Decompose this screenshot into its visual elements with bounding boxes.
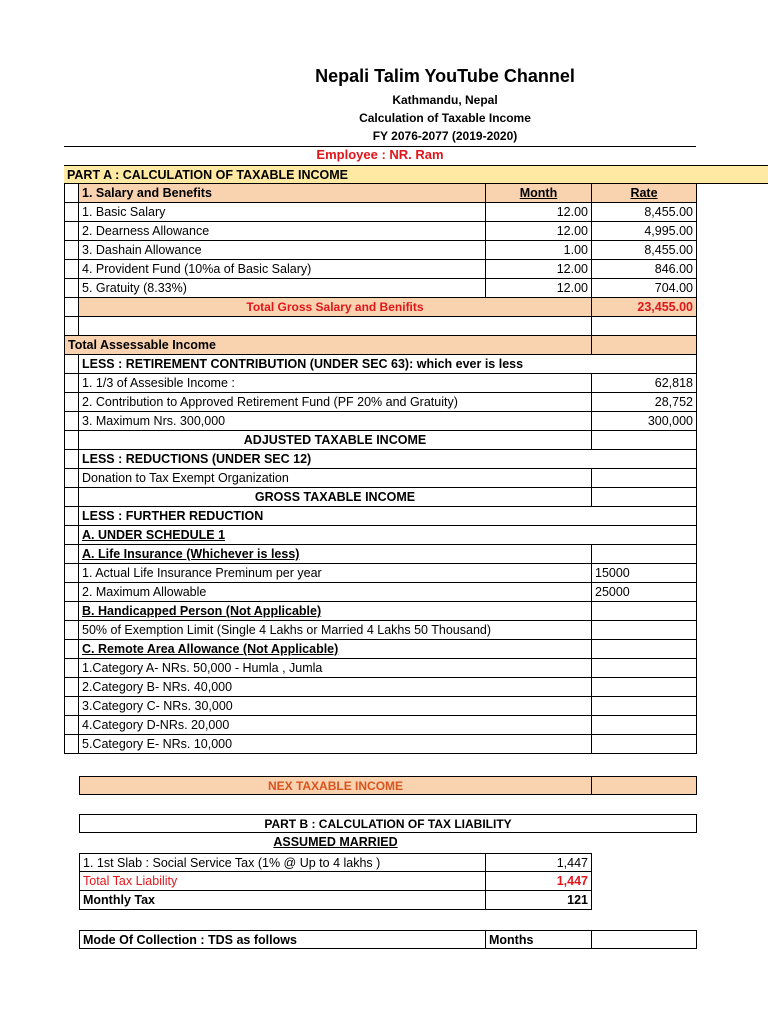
- margin-cell: [64, 450, 79, 469]
- salary-rate: 4,995.00: [592, 222, 697, 241]
- gross-taxable-value: [592, 488, 697, 507]
- margin-cell: [64, 640, 79, 659]
- employee-name: Employee : NR. Ram: [316, 147, 444, 162]
- remote-category: 4.Category D-NRs. 20,000: [79, 716, 592, 735]
- margin-cell: [64, 507, 79, 526]
- adjusted-label: ADJUSTED TAXABLE INCOME: [79, 431, 592, 450]
- empty-cell: [592, 735, 697, 754]
- donation-label: Donation to Tax Exempt Organization: [79, 469, 592, 488]
- life-label: 2. Maximum Allowable: [79, 583, 592, 602]
- donation-value: [592, 469, 697, 488]
- tax-slab-label: 1. 1st Slab : Social Service Tax (1% @ Up to 4 lakhs ): [79, 853, 486, 872]
- life-label: 1. Actual Life Insurance Preminum per year: [79, 564, 592, 583]
- margin-cell: [64, 412, 79, 431]
- adjusted-value: [592, 431, 697, 450]
- margin-cell: [64, 526, 79, 545]
- salary-month: 12.00: [486, 279, 592, 298]
- margin-cell: [64, 355, 79, 374]
- margin-cell: [64, 184, 79, 203]
- salary-month: 1.00: [486, 241, 592, 260]
- empty-cell: [592, 697, 697, 716]
- margin-cell: [64, 602, 79, 621]
- net-taxable-value: [592, 776, 697, 795]
- salary-rate: 8,455.00: [592, 203, 697, 222]
- reductions-heading: LESS : REDUCTIONS (UNDER SEC 12): [79, 450, 697, 469]
- margin-cell: [64, 697, 79, 716]
- further-heading: LESS : FURTHER REDUCTION: [79, 507, 697, 526]
- month-column-header: Month: [486, 184, 592, 203]
- margin-cell: [64, 716, 79, 735]
- salary-rate: 8,455.00: [592, 241, 697, 260]
- total-tax-label: Total Tax Liability: [79, 872, 486, 891]
- monthly-tax-value: 121: [486, 891, 592, 910]
- remote-category: 5.Category E- NRs. 10,000: [79, 735, 592, 754]
- margin-cell: [64, 241, 79, 260]
- gross-taxable-label: GROSS TAXABLE INCOME: [79, 488, 592, 507]
- monthly-tax-label: Monthly Tax: [79, 891, 486, 910]
- retirement-label: 2. Contribution to Approved Retirement Fund (PF 20% and Gratuity): [79, 393, 592, 412]
- margin-cell: [64, 203, 79, 222]
- salary-label: 3. Dashain Allowance: [79, 241, 486, 260]
- margin-cell: [64, 393, 79, 412]
- total-gross-value: 23,455.00: [592, 298, 697, 317]
- handicapped-heading: B. Handicapped Person (Not Applicable): [79, 602, 592, 621]
- empty-cell: [592, 545, 697, 564]
- margin-cell: [64, 279, 79, 298]
- empty-cell: [592, 678, 697, 697]
- margin-cell: [64, 374, 79, 393]
- assessable-label: Total Assessable Income: [64, 336, 592, 355]
- margin-cell: [64, 469, 79, 488]
- retirement-value: 62,818: [592, 374, 697, 393]
- margin-cell: [64, 260, 79, 279]
- salary-label: 4. Provident Fund (10%a of Basic Salary): [79, 260, 486, 279]
- margin-cell: [64, 659, 79, 678]
- part-a-title: PART A : CALCULATION OF TAXABLE INCOME: [64, 165, 768, 184]
- salary-label: 2. Dearness Allowance: [79, 222, 486, 241]
- location-line: Kathmandu, Nepal: [392, 93, 498, 107]
- empty-cell: [592, 317, 697, 336]
- margin-cell: [64, 621, 79, 640]
- margin-cell: [64, 735, 79, 754]
- margin-cell: [64, 298, 79, 317]
- margin-cell: [64, 222, 79, 241]
- empty-cell: [592, 640, 697, 659]
- margin-cell: [64, 317, 79, 336]
- life-value: 25000: [592, 583, 697, 602]
- assessable-value: [592, 336, 697, 355]
- retirement-heading: LESS : RETIREMENT CONTRIBUTION (UNDER SEC 63): which ever is less: [79, 355, 697, 374]
- fiscal-year-line: FY 2076-2077 (2019-2020): [372, 129, 518, 143]
- header-rule: [64, 146, 696, 147]
- empty-cell: [592, 659, 697, 678]
- empty-cell: [79, 317, 592, 336]
- handicapped-text: 50% of Exemption Limit (Single 4 Lakhs or Married 4 Lakhs 50 Thousand): [79, 621, 592, 640]
- margin-cell: [64, 545, 79, 564]
- retirement-value: 300,000: [592, 412, 697, 431]
- remote-category: 3.Category C- NRs. 30,000: [79, 697, 592, 716]
- retirement-label: 1. 1/3 of Assesible Income :: [79, 374, 592, 393]
- remote-heading: C. Remote Area Allowance (Not Applicable): [79, 640, 592, 659]
- months-value: [592, 930, 697, 949]
- salary-month: 12.00: [486, 203, 592, 222]
- remote-category: 2.Category B- NRs. 40,000: [79, 678, 592, 697]
- empty-cell: [592, 602, 697, 621]
- margin-cell: [64, 583, 79, 602]
- page-title: Nepali Talim YouTube Channel: [315, 66, 575, 86]
- net-taxable-label: NEX TAXABLE INCOME: [79, 776, 592, 795]
- assumed-married: ASSUMED MARRIED: [273, 835, 398, 849]
- salary-month: 12.00: [486, 260, 592, 279]
- margin-cell: [64, 564, 79, 583]
- collection-label: Mode Of Collection : TDS as follows: [79, 930, 486, 949]
- margin-cell: [64, 678, 79, 697]
- margin-cell: [64, 431, 79, 450]
- salary-heading: 1. Salary and Benefits: [79, 184, 486, 203]
- life-heading: A. Life Insurance (Whichever is less): [79, 545, 592, 564]
- salary-rate: 704.00: [592, 279, 697, 298]
- salary-month: 12.00: [486, 222, 592, 241]
- empty-cell: [592, 716, 697, 735]
- total-gross-label: Total Gross Salary and Benifits: [79, 298, 592, 317]
- part-b-title: PART B : CALCULATION OF TAX LIABILITY: [79, 814, 697, 833]
- salary-rate: 846.00: [592, 260, 697, 279]
- margin-cell: [64, 488, 79, 507]
- rate-column-header: Rate: [592, 184, 697, 203]
- schedule-heading: A. UNDER SCHEDULE 1: [79, 526, 697, 545]
- tax-slab-value: 1,447: [486, 853, 592, 872]
- subtitle-line: Calculation of Taxable Income: [359, 111, 531, 125]
- months-label: Months: [486, 930, 592, 949]
- retirement-label: 3. Maximum Nrs. 300,000: [79, 412, 592, 431]
- remote-category: 1.Category A- NRs. 50,000 - Humla , Jumla: [79, 659, 592, 678]
- life-value: 15000: [592, 564, 697, 583]
- retirement-value: 28,752: [592, 393, 697, 412]
- salary-label: 1. Basic Salary: [79, 203, 486, 222]
- total-tax-value: 1,447: [486, 872, 592, 891]
- salary-label: 5. Gratuity (8.33%): [79, 279, 486, 298]
- empty-cell: [592, 621, 697, 640]
